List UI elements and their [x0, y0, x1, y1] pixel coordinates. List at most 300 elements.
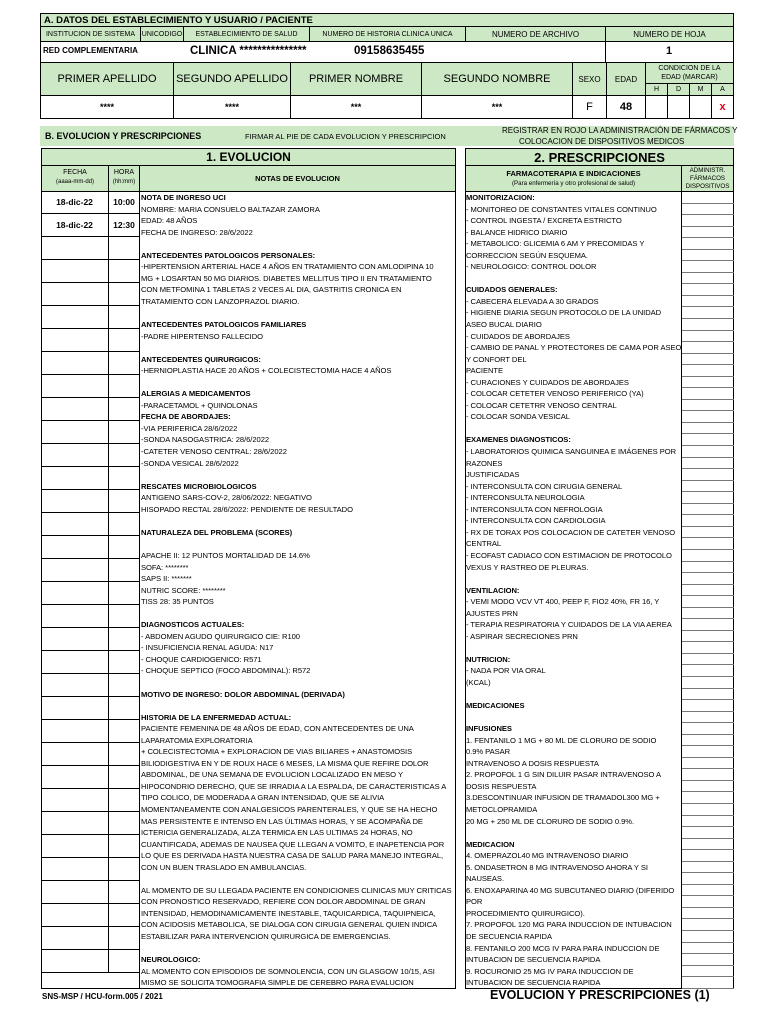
note-line: DIAGNOSTICOS ACTUALES:	[141, 620, 245, 630]
admin-cell	[682, 515, 734, 527]
unicodigo-header: UNICODIGO	[140, 26, 184, 42]
note-line: BILIODIGESTIVA EN Y DE ROUX HACE 6 MESES, LA MISMA QUE REFIRE DOLOR	[141, 758, 429, 768]
condicion-m-value	[689, 95, 712, 119]
prescription-line: CORRECCION SEGÚN ESQUEMA.	[466, 250, 588, 260]
admin-cell	[682, 388, 734, 400]
prescription-line: POR	[466, 897, 483, 907]
hora-cell	[109, 260, 139, 282]
admin-cell	[682, 458, 734, 470]
fecha-hora-row	[41, 375, 140, 398]
admin-cell	[682, 642, 734, 654]
fecha-cell	[41, 697, 109, 719]
note-line: TRATAMIENTO CON LANZOPRAZOL DIARIO.	[141, 296, 300, 306]
prescription-line: MEDICACION	[466, 839, 515, 849]
note-line: AL MOMENTO DE SU LLEGADA PACIENTE EN CONDICIONES CLINICAS MUY CRITICAS	[141, 885, 452, 895]
fecha-hora-row	[41, 674, 140, 697]
hora-header	[108, 165, 140, 192]
hora-cell: 12:30	[113, 220, 135, 230]
hora-cell	[109, 237, 139, 259]
note-line	[141, 342, 455, 354]
note-line: MAS PERSISTENTE E INTENSO EN LAS ÚLTIMAS HORAS, Y SE ACOMPAÑA DE	[141, 816, 423, 826]
note-line: MG + LOSARTAN 50 MG DIARIOS. DIABETES MELLITUS TIPO II EN TRATAMIENTO	[141, 273, 432, 283]
prescription-line: - CURACIONES Y CUIDADOS DE ABORDAJES	[466, 377, 629, 387]
prescription-line: - INTERCONSULTA CON CARDIOLOGIA	[466, 516, 606, 526]
hora-cell	[109, 950, 139, 972]
archivo-header: NUMERO DE ARCHIVO	[465, 26, 606, 42]
admin-cell	[682, 238, 734, 250]
fecha-hora-row	[41, 720, 140, 743]
prescription-line: INTRAVENOSO A DOSIS RESPUESTA	[466, 758, 599, 768]
admin-cell	[682, 966, 734, 978]
hora-cell	[109, 835, 139, 857]
fecha-hora-row	[41, 697, 140, 720]
condicion-d-header: D	[667, 83, 690, 96]
note-line: NATURALEZA DEL PROBLEMA (SCORES)	[141, 527, 293, 537]
note-line: - CHOQUE SEPTICO (FOCO ABDOMINAL): R572	[141, 666, 311, 676]
admin-cell	[682, 504, 734, 516]
prescription-line: - NEUROLOGICO: CONTROL DOLOR	[466, 262, 597, 272]
admin-cell	[682, 735, 734, 747]
admin-cell	[682, 908, 734, 920]
hora-cell	[109, 582, 139, 604]
form-code: SNS-MSP / HCU-form.005 / 2021	[42, 992, 163, 1001]
prescription-line: - TERAPIA RESPIRATORIA Y CUIDADOS DE LA VIA AEREA	[466, 620, 672, 630]
prescripciones-title: 2. PRESCRIPCIONES	[465, 148, 734, 166]
prescription-line: DE SECUENCIA RAPIDA	[466, 932, 552, 941]
prescription-line: - CUIDADOS DE ABORDAJES	[466, 331, 570, 341]
prescription-line: PROCEDIMIENTO QUIRURGICO).	[466, 908, 585, 918]
hora-cell: 10:00	[113, 197, 135, 207]
note-line	[141, 515, 455, 527]
note-line: HISOPADO RECTAL 28/6/2022: PENDIENTE DE RESULTADO	[141, 504, 353, 514]
hora-cell	[109, 352, 139, 374]
admin-header	[681, 165, 734, 192]
admin-cell	[682, 434, 734, 446]
admin-label-1: ADMINISTR.	[689, 167, 726, 174]
admin-cell	[682, 839, 734, 851]
note-line: -HERNIOPLASTIA HACE 20 AÑOS + COLECISTECTOMIA HACE 4 AÑOS	[141, 366, 392, 376]
note-line: MOTIVO DE INGRESO: DOLOR ABDOMINAL (DERIVADA)	[141, 689, 345, 699]
hora-cell	[109, 444, 139, 466]
prescription-line: AJUSTES PRN	[466, 608, 518, 618]
admin-cell	[682, 411, 734, 423]
prescription-line: 4. OMEPRAZOL40 MG INTRAVENOSO DIARIO	[466, 851, 629, 861]
note-line	[141, 700, 455, 712]
note-line	[141, 943, 455, 955]
fecha-hora-row	[41, 513, 140, 536]
admin-cell	[682, 562, 734, 574]
admin-cell	[682, 804, 734, 816]
note-line: HISTORIA DE LA ENFERMEDAD ACTUAL:	[141, 712, 292, 722]
hora-cell	[109, 651, 139, 673]
notas-header: NOTAS DE EVOLUCION	[139, 165, 456, 192]
note-line: -VIA PERIFERICA 28/6/2022	[141, 423, 238, 433]
prescription-line: - MONITOREO DE CONSTANTES VITALES CONTINUO	[466, 204, 657, 214]
prescription-line	[466, 573, 681, 585]
condicion-header: CONDICION DE LA EDAD (MARCAR)	[645, 62, 734, 84]
prescription-line: CUIDADOS GENERALES:	[466, 285, 558, 295]
admin-cell	[682, 273, 734, 285]
prescription-line	[466, 642, 681, 654]
fecha-cell: 18-dic-22	[41, 214, 109, 236]
fecha-hora-row	[41, 306, 140, 329]
hora-cell	[109, 559, 139, 581]
prescription-line: 20 MG + 250 ML DE CLORURO DE SODIO 0.9%.	[466, 816, 634, 826]
prescription-line	[466, 712, 681, 724]
note-line: FECHA DE INGRESO: 28/6/2022	[141, 227, 253, 237]
prescription-line: 9. ROCURONIO 25 MG IV PARA INDUCCION DE	[466, 966, 634, 976]
admin-cell	[682, 919, 734, 931]
fecha-hora-row	[41, 605, 140, 628]
admin-cell	[682, 319, 734, 331]
note-line: TIPO COLICO, DE MODERADA A GRAN INTENSIDAD, QUE SE ALIVIA	[141, 793, 385, 803]
admin-cell	[682, 746, 734, 758]
admin-cell	[682, 446, 734, 458]
fecha-hora-grid	[41, 191, 140, 989]
prescription-line: VENTILACION:	[466, 585, 520, 595]
note-line: ANTECEDENTES PATOLOGICOS FAMILIARES	[141, 320, 307, 330]
note-line: ICTERICIA GENERALIZADA, ALZA TERMICA EN LAS ULTIMAS 24 HORAS, NO	[141, 828, 413, 838]
hora-cell	[109, 743, 139, 765]
hora-format: (hh:mm)	[112, 179, 136, 185]
note-line: ESTABILIZAR PARA INTERVENCION QUIRURGICA DE EMERGENCIAS.	[141, 932, 391, 941]
admin-cell	[682, 977, 734, 989]
hora-cell	[109, 329, 139, 351]
admin-cell	[682, 816, 734, 828]
admin-label-2: FÁRMACOS	[689, 175, 726, 182]
fecha-hora-row	[41, 743, 140, 766]
admin-cell	[682, 943, 734, 955]
fecha-hora-row	[41, 812, 140, 835]
hora-cell	[109, 536, 139, 558]
admin-cell	[682, 284, 734, 296]
fecha-hora-row	[41, 904, 140, 927]
prescription-line: EXAMENES DIAGNOSTICOS:	[466, 435, 571, 445]
fecha-cell	[41, 490, 109, 512]
admin-grid	[682, 192, 734, 989]
note-line: PACIENTE FEMENINA DE 48 AÑOS DE EDAD, CON ANTECEDENTES DE UNA	[141, 724, 414, 734]
admin-cell	[682, 781, 734, 793]
note-line: CON PRONOSTICO RESERVADO, REFIERE CON DOLOR ABDOMINAL DE GRAN	[141, 897, 426, 907]
fecha-hora-row	[41, 950, 140, 973]
prescription-line: NAUSEAS.	[466, 874, 505, 884]
admin-cell	[682, 342, 734, 354]
note-line: CON UN BUEN TRASLADO EN AMBULANCIAS.	[141, 862, 307, 872]
admin-cell	[682, 619, 734, 631]
fecha-cell	[41, 237, 109, 259]
fecha-cell	[41, 536, 109, 558]
note-line: CUANTIFICADA, ADEMAS DE NAUSEA QUE LLEGAN A VOMITO, E INAPETENCIA POR	[141, 839, 445, 849]
prescription-line: MEDICACIONES	[466, 701, 525, 711]
fecha-cell	[41, 421, 109, 443]
note-line: - INSUFICIENCIA RENAL AGUDA: N17	[141, 643, 274, 653]
admin-cell	[682, 758, 734, 770]
fecha-hora-row	[41, 421, 140, 444]
fecha-cell	[41, 352, 109, 374]
admin-cell	[682, 573, 734, 585]
note-line: ANTIGENO SARS-COV-2, 28/06/2022: NEGATIVO	[141, 493, 312, 503]
admin-cell	[682, 700, 734, 712]
prescription-line: - LABORATORIOS QUIMICA SANGUINEA E IMÁGENES POR	[466, 447, 677, 457]
admin-cell	[682, 677, 734, 689]
establecimiento-header: ESTABLECIMIENTO DE SALUD	[183, 26, 310, 42]
fecha-hora-row	[41, 789, 140, 812]
admin-cell	[682, 492, 734, 504]
fecha-cell	[41, 766, 109, 788]
primer-nombre-header: PRIMER NOMBRE	[290, 62, 422, 96]
note-line: RESCATES MICROBIOLOGICOS	[141, 481, 257, 491]
prescription-line: - CABECERA ELEVADA A 30 GRADOS	[466, 296, 599, 306]
fecha-hora-row	[41, 766, 140, 789]
admin-cell	[682, 204, 734, 216]
hora-cell	[109, 421, 139, 443]
note-line: MOMENTANEAMENTE CON ANALGESICOS PARENTERALES, Y QUE SE HA HECHO	[141, 804, 438, 814]
fecha-cell: 18-dic-22	[41, 191, 109, 213]
fecha-cell	[41, 444, 109, 466]
admin-cell	[682, 261, 734, 273]
note-line: -PADRE HIPERTENSO FALLECIDO	[141, 331, 264, 341]
note-line: NUTRIC SCORE: ********	[141, 585, 226, 595]
admin-cell	[682, 665, 734, 677]
note-line	[141, 307, 455, 319]
hora-cell	[109, 858, 139, 880]
fecha-cell	[41, 329, 109, 351]
edad-value: 48	[606, 95, 646, 119]
farmaco-label: FARMACOTERAPIA E INDICACIONES	[506, 169, 641, 178]
establecimiento-value: CLINICA ***************	[190, 45, 307, 57]
segundo-nombre-value: ***	[421, 95, 573, 119]
prescription-line: 2. PROPOFOL 1 G SIN DILUIR PASAR INTRAVENOSO A	[466, 770, 662, 780]
form-title: EVOLUCION Y PRESCRIPCIONES (1)	[490, 988, 710, 1002]
hora-cell	[109, 306, 139, 328]
note-line: EDAD: 48 AÑOS	[141, 216, 198, 226]
note-line: SOFA: ********	[141, 562, 189, 572]
prescription-line: - COLOCAR CETETRR VENOSO CENTRAL	[466, 400, 617, 410]
hora-cell	[109, 375, 139, 397]
admin-cell	[682, 931, 734, 943]
admin-cell	[682, 631, 734, 643]
farmaco-header	[465, 165, 682, 192]
fecha-hora-row	[41, 191, 140, 214]
fecha-cell	[41, 283, 109, 305]
edad-header: EDAD	[606, 62, 646, 96]
prescription-line: 5. ONDASETRON 8 MG INTRAVENOSO AHORA Y SI	[466, 862, 648, 872]
note-line: ABDOMINAL, DE UNA SEMANA DE EVOLUCION LOCALIZADO EN MESO Y	[141, 770, 403, 780]
hora-cell	[109, 628, 139, 650]
prescription-line: INTUBACION DE SECUENCIA RAPIDA	[466, 955, 601, 965]
fecha-cell	[41, 559, 109, 581]
fecha-cell	[41, 467, 109, 489]
fecha-cell	[41, 375, 109, 397]
section-a-title: A. DATOS DEL ESTABLECIMIENTO Y USUARIO / PACIENTE	[44, 15, 313, 26]
admin-cell	[682, 596, 734, 608]
admin-cell	[682, 723, 734, 735]
note-line: -HIPERTENSION ARTERIAL HACE 4 AÑOS EN TRATAMIENTO CON AMLODIPINA 10	[141, 262, 434, 272]
admin-cell	[682, 469, 734, 481]
fecha-cell	[41, 582, 109, 604]
registrar-instruction-2: COLOCACION DE DISPOSITIVOS MEDICOS	[519, 137, 685, 146]
note-line: ANTECEDENTES QUIRURGICOS:	[141, 354, 261, 364]
prescription-line: - ECOFAST CADIACO CON ESTIMACION DE PROTOCOLO	[466, 550, 672, 560]
admin-cell	[682, 954, 734, 966]
primer-apellido-value: ****	[40, 95, 174, 119]
fecha-hora-row	[41, 283, 140, 306]
segundo-nombre-header: SEGUNDO NOMBRE	[421, 62, 573, 96]
fecha-hora-row	[41, 214, 140, 237]
condicion-a-header: A	[711, 83, 734, 96]
prescription-line	[466, 689, 681, 701]
prescription-line: - HIGIENE DIARIA SEGUN PROTOCOLO DE LA UNIDAD	[466, 308, 662, 318]
admin-cell	[682, 215, 734, 227]
admin-cell	[682, 550, 734, 562]
fecha-hora-row	[41, 398, 140, 421]
prescription-line: - CONTROL INGESTA / EXCRETA ESTRICTO	[466, 216, 622, 226]
primer-nombre-value: ***	[290, 95, 422, 119]
firmar-instruction: FIRMAR AL PIE DE CADA EVOLUCION Y PRESCRIPCION	[245, 132, 446, 141]
note-line: LO QUE ES DERIVADA HASTA NUESTRA CASA DE SALUD PARA MANEJO INTEGRAL,	[141, 851, 444, 861]
fecha-cell	[41, 743, 109, 765]
prescription-line: - VEMI MODO VCV VT 400, PEEP F, FIO2 40%, FR 16, Y	[466, 597, 660, 607]
admin-cell	[682, 873, 734, 885]
fecha-format: (aaaa-mm-dd)	[55, 179, 94, 185]
fecha-hora-row	[41, 628, 140, 651]
evolution-notes	[141, 192, 455, 989]
prescription-line	[466, 423, 681, 435]
hora-cell	[109, 720, 139, 742]
prescription-line: JUSTIFICADAS	[466, 470, 520, 480]
fecha-cell	[41, 628, 109, 650]
prescription-list	[466, 192, 681, 989]
hoja-value: 1	[666, 45, 673, 57]
fecha-header	[41, 165, 109, 192]
note-line	[141, 873, 455, 885]
note-line	[141, 538, 455, 550]
note-line: -SONDA VESICAL 28/6/2022	[141, 458, 239, 468]
admin-cell	[682, 227, 734, 239]
condicion-h-header: H	[645, 83, 668, 96]
fecha-hora-row	[41, 490, 140, 513]
admin-cell	[682, 250, 734, 262]
note-line: - CHOQUE CARDIOGENICO: R571	[141, 654, 262, 664]
fecha-cell	[41, 513, 109, 535]
fecha-cell	[41, 789, 109, 811]
condicion-d-value	[667, 95, 690, 119]
prescription-line: - COLOCAR CETETER VENOSO PERIFERICO (YA)	[466, 389, 644, 399]
fecha-cell	[41, 720, 109, 742]
fecha-cell	[41, 398, 109, 420]
prescription-line: (KCAL)	[466, 677, 491, 687]
hora-cell	[109, 812, 139, 834]
note-line: LAPARATOMIA EXPLORATORIA	[141, 735, 253, 745]
admin-cell	[682, 792, 734, 804]
admin-cell	[682, 354, 734, 366]
hora-cell	[109, 904, 139, 926]
note-line	[141, 608, 455, 620]
historia-header: NUMERO DE HISTORIA CLINICA UNICA	[309, 26, 466, 42]
prescription-line: - INTERCONSULTA CON CIRUGIA GENERAL	[466, 481, 623, 491]
note-line: - ABDOMEN AGUDO QUIRURGICO CIE: R100	[141, 631, 300, 641]
note-line	[141, 469, 455, 481]
prescription-line: 1. FENTANILO 1 MG + 80 ML DE CLORURO DE SODIO	[466, 735, 657, 745]
prescription-line: 3.DESCONTINUAR INFUSION DE TRAMADOL300 MG +	[466, 793, 660, 803]
prescription-line: NUTRICION:	[466, 654, 511, 664]
hora-cell	[109, 467, 139, 489]
note-line: APACHE II: 12 PUNTOS MORTALIDAD DE 14.6%	[141, 550, 310, 560]
admin-cell	[682, 850, 734, 862]
fecha-cell	[41, 260, 109, 282]
fecha-hora-row	[41, 260, 140, 283]
note-line: + COLECISTECTOMIA + EXPLORACION DE VIAS BILIARES + ANASTOMOSIS	[141, 747, 413, 757]
sexo-header: SEXO	[572, 62, 607, 96]
admin-cell	[682, 608, 734, 620]
note-line: ALERGIAS A MEDICAMENTOS	[141, 389, 251, 399]
prescription-line: - ASPIRAR SECRECIONES PRN	[466, 631, 578, 641]
hora-cell	[109, 513, 139, 535]
fecha-hora-row	[41, 444, 140, 467]
admin-cell	[682, 400, 734, 412]
hora-cell	[109, 605, 139, 627]
fecha-hora-row	[41, 352, 140, 375]
admin-cell	[682, 481, 734, 493]
note-line: CON ACIDOSIS METABOLICA, SE DIALOGA CON CIRUGIA GENERAL QUIEN INDICA	[141, 920, 438, 930]
admin-label-3: DISPOSITIVOS	[685, 183, 730, 190]
fecha-label: FECHA	[63, 169, 87, 176]
hora-cell	[109, 766, 139, 788]
fecha-cell	[41, 858, 109, 880]
prescription-line: - CAMBIO DE PANAL Y PROTECTORES DE CAMA POR ASEO	[466, 343, 681, 353]
admin-cell	[682, 885, 734, 897]
prescription-line: Y CONFORT DEL	[466, 354, 527, 364]
admin-cell	[682, 296, 734, 308]
section-b-title: B. EVOLUCION Y PRESCRIPCIONES	[45, 131, 202, 141]
admin-cell	[682, 331, 734, 343]
note-line	[141, 677, 455, 689]
note-line: INTENSIDAD, HEMODINAMICAMENTE INESTABLE, TAQUICARDICA, TAQUIPNEICA,	[141, 908, 436, 918]
note-line: FECHA DE ABORDAJES:	[141, 412, 231, 422]
note-line: -PARACETAMOL + QUINOLONAS	[141, 400, 258, 410]
note-line	[141, 377, 455, 389]
fecha-cell	[41, 812, 109, 834]
admin-cell	[682, 192, 734, 204]
prescription-line: - RX DE TORAX POS COLOCACION DE CATETER VENOSO	[466, 527, 676, 537]
prescription-line: 0.9% PASAR	[466, 747, 511, 757]
fecha-hora-row	[41, 858, 140, 881]
hora-cell	[109, 927, 139, 949]
section-a-title-bar	[40, 13, 734, 27]
note-line: ANTECEDENTES PATOLOGICOS PERSONALES:	[141, 250, 316, 260]
note-line: NOTA DE INGRESO UCI	[141, 193, 226, 202]
fecha-hora-row	[41, 237, 140, 260]
admin-cell	[682, 689, 734, 701]
note-line: NEUROLOGICO:	[141, 955, 201, 965]
prescription-line	[466, 273, 681, 285]
fecha-hora-row	[41, 467, 140, 490]
registrar-instruction-1: REGISTRAR EN ROJO LA ADMINISTRACIÓN DE FÁRMACOS Y	[502, 126, 738, 135]
prescription-line	[466, 827, 681, 839]
hoja-header: NUMERO DE HOJA	[605, 26, 734, 42]
prescription-line: - COLOCAR SONDA VESICAL	[466, 412, 570, 422]
condicion-m-header: M	[689, 83, 712, 96]
hora-cell	[109, 697, 139, 719]
primer-apellido-header: PRIMER APELLIDO	[40, 62, 174, 96]
fecha-cell	[41, 927, 109, 949]
segundo-apellido-value: ****	[173, 95, 291, 119]
prescription-line: MONITORIZACION:	[466, 193, 535, 202]
historia-value: 09158635455	[354, 45, 425, 57]
prescription-line: RAZONES	[466, 458, 503, 468]
admin-cell	[682, 862, 734, 874]
fecha-cell	[41, 306, 109, 328]
